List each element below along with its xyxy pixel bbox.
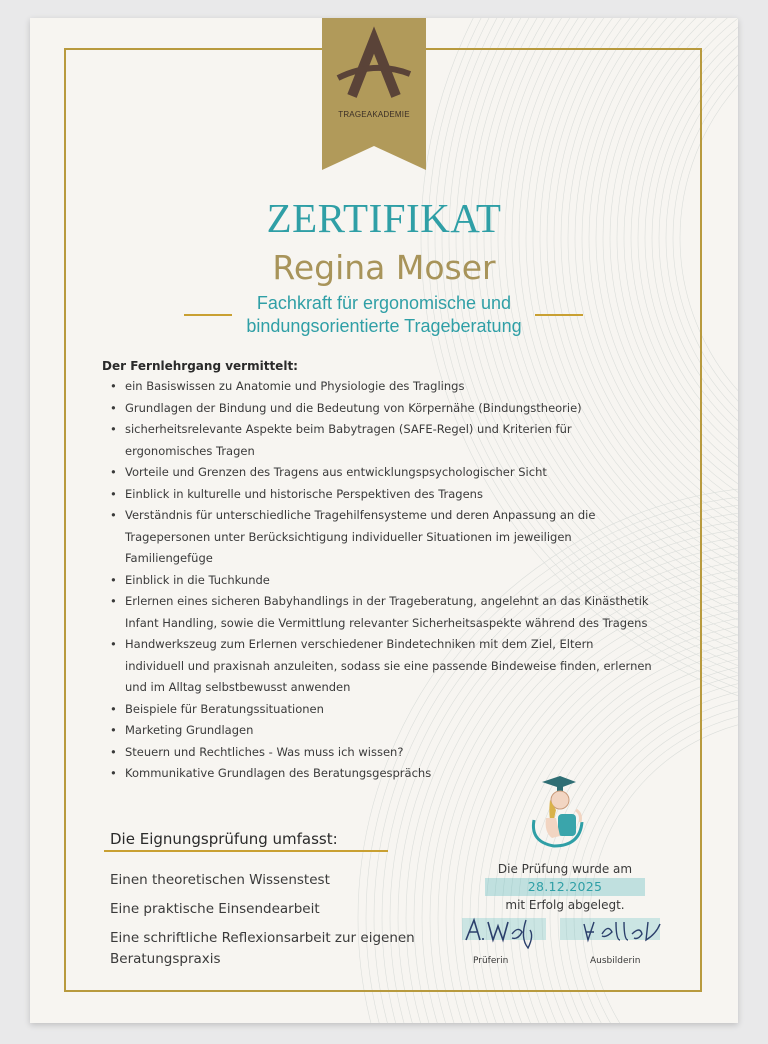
exam-item: Eine schriftliche Reflexionsarbeit zur eigenen Beratungspraxis bbox=[110, 930, 415, 967]
course-heading: Der Fernlehrgang vermittelt: bbox=[102, 359, 298, 373]
list-item: • Kommunikative Grundlagen des Beratungsgesprächs bbox=[110, 763, 655, 785]
examiner-label: Prüferin bbox=[473, 956, 509, 966]
list-item: • Grundlagen der Bindung und die Bedeutung von Körpernähe (Bindungstheorie) bbox=[110, 398, 655, 420]
recipient-name: Regina Moser bbox=[272, 248, 496, 287]
qualification-line-1: Fachkraft für ergonomische und bbox=[256, 293, 512, 313]
handwritten-signatures bbox=[460, 912, 670, 952]
list-item: • Marketing Grundlagen bbox=[110, 720, 655, 742]
list-item: • Erlernen eines sicheren Babyhandlings in der Trageberatung, angelehnt an das Kinästhetik Infant Handling, sowie die Vermittlung relevanter Sicherheitsaspekte während des Tragens bbox=[110, 591, 655, 634]
qualification-title bbox=[30, 292, 738, 338]
list-item: • Verständnis für unterschiedliche Tragehilfensysteme und deren Anpassung an die Tragepersonen unter Berücksichtigung individueller Situationen im jeweiligen Familiengefüge bbox=[110, 505, 655, 570]
trainer-label: Ausbilderin bbox=[590, 956, 641, 966]
list-item: • ein Basiswissen zu Anatomie und Physiologie des Traglings bbox=[110, 376, 655, 398]
list-item: • Handwerkszeug zum Erlernen verschiedener Bindetechniken mit dem Ziel, Eltern individuell und praxisnah anzuleiten, sodass sie eine passende Bindeweise finden, erlernen und im Alltag selbstbewusst anwenden bbox=[110, 634, 655, 699]
list-item: • Einblick in die Tuchkunde bbox=[110, 570, 655, 592]
logo-banner bbox=[322, 18, 426, 170]
list-item: • Vorteile und Grenzen des Tragens aus entwicklungspsychologischer Sicht bbox=[110, 462, 655, 484]
exam-heading: Die Eignungsprüfung umfasst: bbox=[110, 830, 338, 848]
exam-date: 28.12.2025 bbox=[485, 878, 645, 896]
course-content-list bbox=[110, 376, 655, 785]
list-item: • Beispiele für Beratungssituationen bbox=[110, 699, 655, 721]
exam-list bbox=[110, 870, 440, 978]
result-line-1: Die Prüfung wurde am bbox=[497, 862, 633, 876]
list-item: • Steuern und Rechtliches - Was muss ich wissen? bbox=[110, 742, 655, 764]
exam-item: Einen theoretischen Wissenstest bbox=[110, 872, 330, 888]
list-item: • sicherheitsrelevante Aspekte beim Babytragen (SAFE-Regel) und Kriterien für ergonomisches Tragen bbox=[110, 419, 655, 462]
certificate-title: ZERTIFIKAT bbox=[266, 195, 502, 241]
list-item: • Einblick in kulturelle und historische Perspektiven des Tragens bbox=[110, 484, 655, 506]
result-line-2: mit Erfolg abgelegt. bbox=[505, 898, 625, 912]
graduate-mascot-icon bbox=[520, 770, 590, 850]
exam-heading-rule bbox=[104, 850, 388, 852]
brand-label: TRAGEAKADEMIE bbox=[338, 110, 410, 119]
certificate-sheet bbox=[30, 18, 738, 1023]
exam-result bbox=[460, 860, 670, 914]
exam-item: Eine praktische Einsendearbeit bbox=[110, 901, 320, 917]
qualification-line-2: bindungsorientierte Trageberatung bbox=[246, 316, 522, 336]
